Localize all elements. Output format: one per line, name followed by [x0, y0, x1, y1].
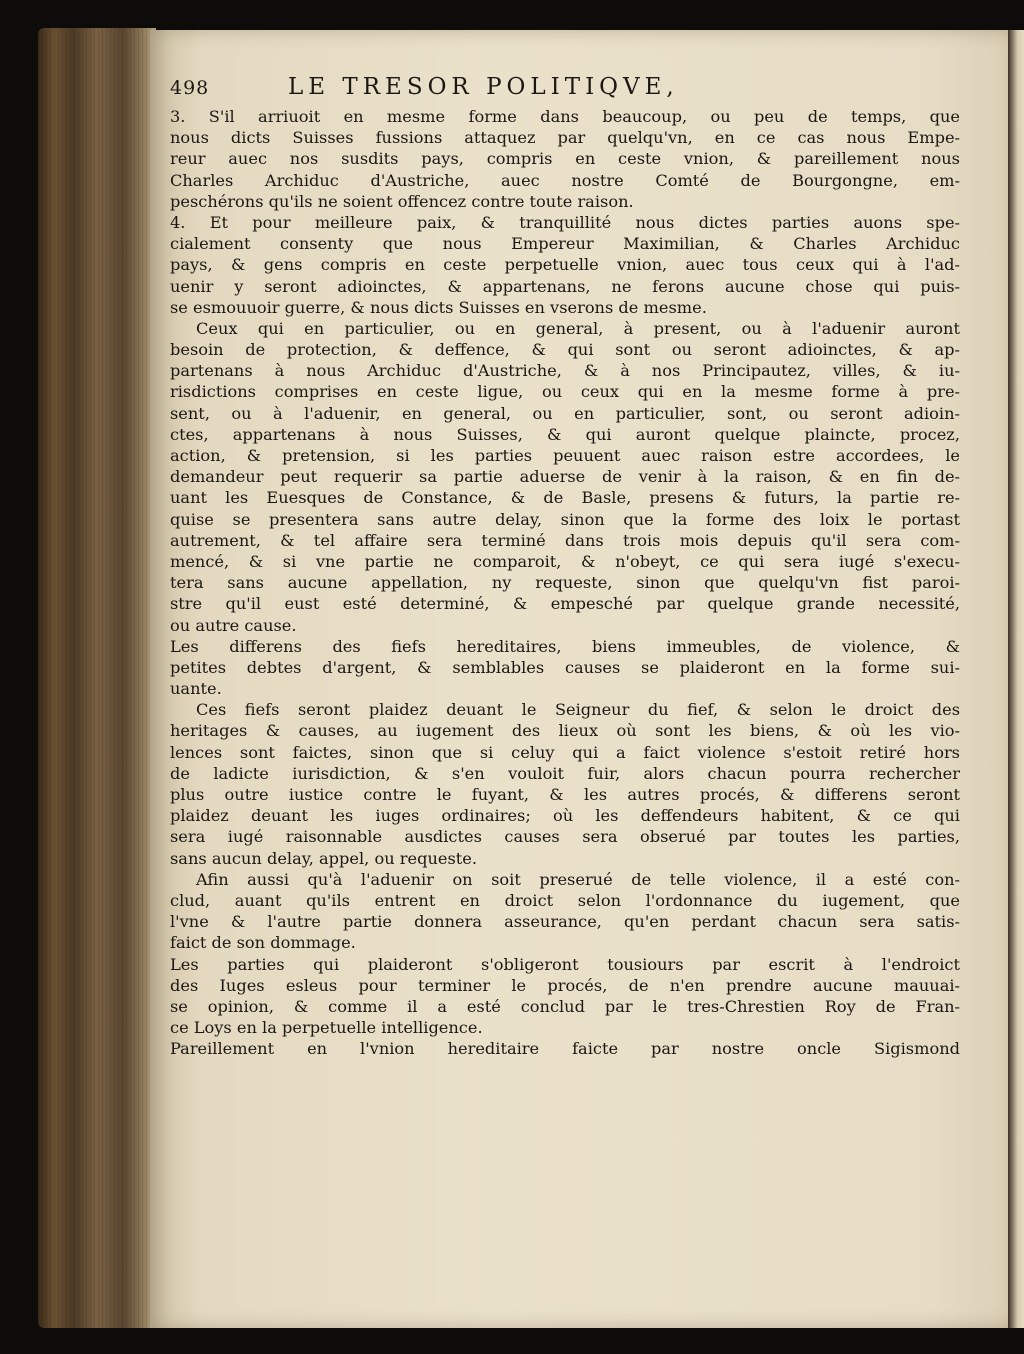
text-line: Ces fiefs seront plaidez deuant le Seigneur du fief, & selon le droict des — [196, 700, 960, 720]
text-line: des Iuges esleus pour terminer le procés, de n'en prendre aucune mauuai- — [170, 975, 960, 995]
text-line: l'vne & l'autre partie donnera asseurance, qu'en perdant chacun sera satis- — [170, 912, 960, 932]
text-line: clud, auant qu'ils entrent en droict selon l'ordonnance du iugement, que — [170, 890, 960, 910]
running-title: LE TRESOR POLITIQVE, — [288, 74, 679, 100]
text-line: petites debtes d'argent, & semblables causes se plaideront en la forme sui- — [170, 657, 960, 677]
text-line: ce Loys en la perpetuelle intelligence. — [170, 1018, 483, 1038]
text-line: autrement, & tel affaire sera terminé dans trois mois depuis qu'il sera com- — [170, 530, 960, 550]
text-line: sent, ou à l'aduenir, en general, ou en particulier, sont, ou seront adioin- — [170, 403, 960, 423]
text-line: risdictions comprises en ceste ligue, ou ceux qui en la mesme forme à pre- — [170, 382, 960, 402]
text-line: se opinion, & comme il a esté conclud par le tres-Chrestien Roy de Fran- — [170, 996, 960, 1016]
text-line: reur auec nos susdits pays, compris en ceste vnion, & pareillement nous — [170, 149, 960, 169]
text-body — [170, 106, 960, 1059]
text-line: stre qu'il eust esté determiné, & empesché par quelque grande necessité, — [170, 594, 960, 614]
text-line: quise se presentera sans autre delay, sinon que la forme des loix le portast — [170, 509, 960, 529]
text-line: lences sont faictes, sinon que si celuy qui a faict violence s'estoit retiré hors — [170, 742, 960, 762]
text-line: Afin aussi qu'à l'aduenir on soit preserué de telle violence, il a esté con- — [196, 869, 960, 889]
text-line: 3. S'il arriuoit en mesme forme dans beaucoup, ou peu de temps, que — [170, 107, 960, 126]
text-line: nous dicts Suisses fussions attaquez par quelqu'vn, en ce cas nous Empe- — [170, 128, 960, 148]
text-line: tera sans aucune appellation, ny requeste, sinon que quelqu'vn fist paroi- — [170, 573, 960, 593]
text-line: de ladicte iurisdiction, & s'en vouloit fuir, alors chacun pourra rechercher — [170, 763, 960, 783]
text-line: besoin de protection, & deffence, & qui sont ou seront adioinctes, & ap- — [170, 340, 960, 360]
text-line: Les differens des fiefs hereditaires, biens immeubles, de violence, & — [170, 636, 960, 656]
text-line: cialement consenty que nous Empereur Maximilian, & Charles Archiduc — [170, 234, 960, 254]
text-line: Les parties qui plaideront s'obligeront tousiours par escrit à l'endroict — [170, 954, 960, 974]
text-line: 4. Et pour meilleure paix, & tranquillité nous dictes parties auons spe- — [170, 212, 960, 232]
book-page-edges — [38, 28, 156, 1328]
page-number: 498 — [170, 77, 210, 99]
text-line: sera iugé raisonnable ausdictes causes sera obserué par toutes les parties, — [170, 827, 960, 847]
text-line: faict de son dommage. — [170, 933, 356, 953]
text-line: Pareillement en l'vnion hereditaire faicte par nostre oncle Sigismond — [170, 1039, 960, 1059]
facing-page-edge — [1008, 30, 1024, 1328]
text-line: action, & pretension, si les parties peuuent auec raison estre accordees, le — [170, 446, 960, 465]
text-line: Charles Archiduc d'Austriche, auec nostre Comté de Bourgongne, em- — [170, 170, 960, 190]
text-line: demandeur peut requerir sa partie aduerse de venir à la raison, & en fin de- — [170, 467, 960, 487]
text-line: pays, & gens compris en ceste perpetuelle vnion, auec tous ceux qui à l'ad- — [170, 255, 960, 275]
running-head — [170, 74, 960, 106]
text-line: partenans à nous Archiduc d'Austriche, & à nos Principautez, villes, & iu- — [170, 361, 960, 381]
text-line: ctes, appartenans à nous Suisses, & qui auront quelque plaincte, procez, — [170, 424, 960, 444]
text-line: mencé, & si vne partie ne comparoit, & n'obeyt, ce qui sera iugé s'execu- — [170, 551, 960, 571]
text-line: heritages & causes, au iugement des lieux où sont les biens, & où les vio- — [170, 721, 960, 741]
text-line: peschérons qu'ils ne soient offencez contre toute raison. — [170, 191, 634, 211]
text-line: plaidez deuant les iuges ordinaires; où les deffendeurs habitent, & ce qui — [170, 806, 960, 826]
page-content — [170, 74, 960, 1059]
text-line: Ceux qui en particulier, ou en general, à present, ou à l'aduenir auront — [196, 318, 960, 338]
text-line: uant les Euesques de Constance, & de Basle, presens & futurs, la partie re- — [170, 488, 960, 508]
text-line: ou autre cause. — [170, 615, 297, 635]
text-line: se esmouuoir guerre, & nous dicts Suisses en vserons de mesme. — [170, 297, 707, 317]
text-line: sans aucun delay, appel, ou requeste. — [170, 848, 477, 868]
text-line: uante. — [170, 679, 222, 699]
text-line: plus outre iustice contre le fuyant, & les autres procés, & differens seront — [170, 785, 960, 804]
text-line: uenir y seront adioinctes, & appartenans, ne ferons aucune chose qui puis- — [170, 276, 960, 296]
